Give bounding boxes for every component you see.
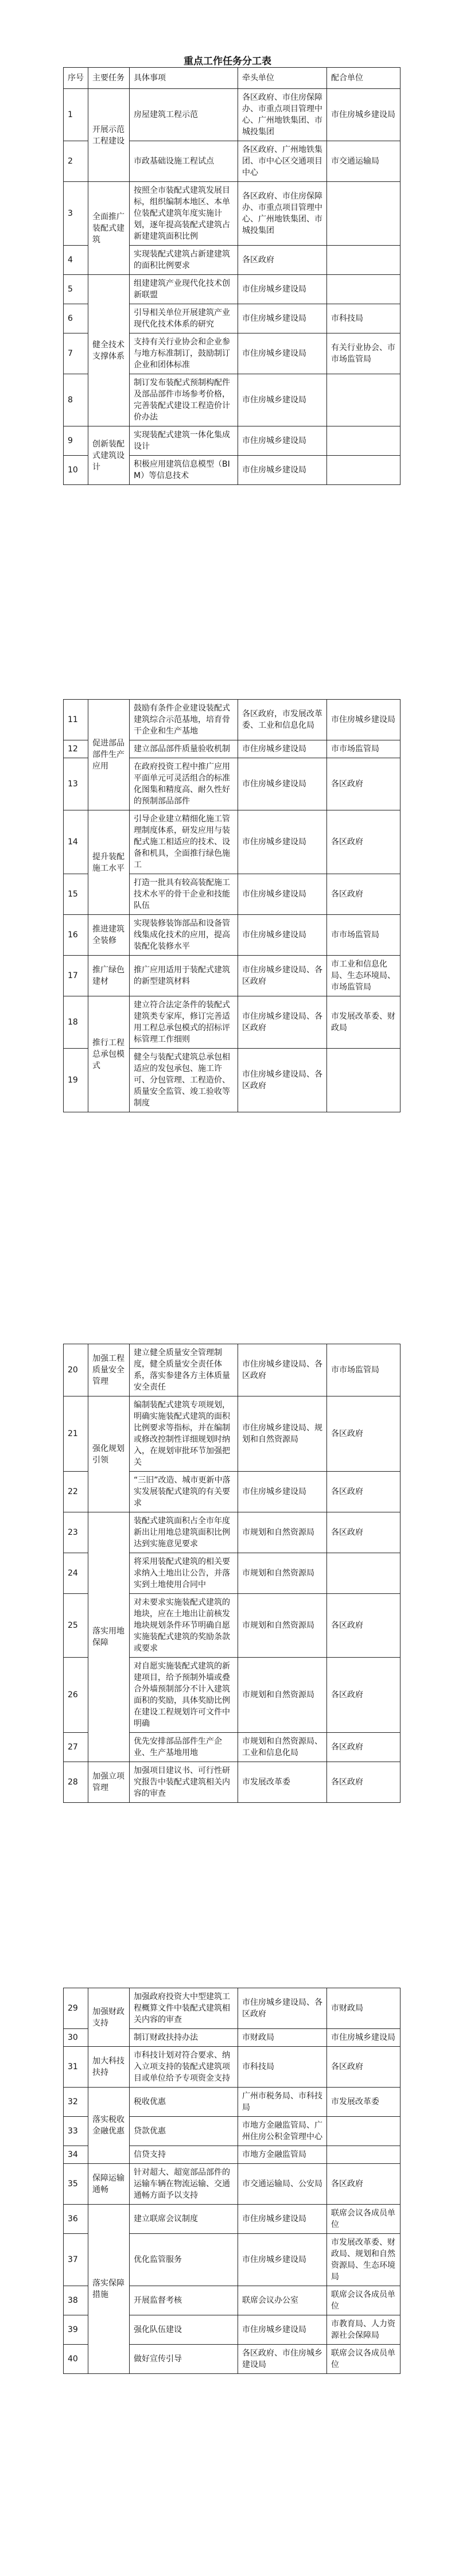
specific-item: 支持有关行业协会和企业参与地方标准制订，鼓励制订企业和团体标准 bbox=[130, 333, 238, 374]
specific-item: 组建建筑产业现代化技术创新联盟 bbox=[130, 275, 238, 304]
main-task: 保障运输通畅 bbox=[88, 2164, 130, 2205]
lead-unit: 市住房城乡建设局 bbox=[238, 426, 327, 456]
table-row bbox=[64, 996, 400, 1049]
row-number: 33 bbox=[64, 2117, 88, 2146]
table-row bbox=[64, 182, 400, 246]
row-number: 3 bbox=[64, 182, 88, 246]
main-task: 促进部品部件生产应用 bbox=[88, 700, 130, 810]
cooperating-unit bbox=[327, 2146, 400, 2164]
cooperating-unit: 市发展改革委、财政局、规划和自然资源局、生态环境局 bbox=[327, 2234, 400, 2286]
table-row bbox=[64, 2047, 400, 2088]
table-row bbox=[64, 275, 400, 304]
cooperating-unit: 市发展改革委、财政局 bbox=[327, 996, 400, 1049]
row-number: 21 bbox=[64, 1396, 88, 1472]
cooperating-unit: 联席会议各成员单位 bbox=[327, 2205, 400, 2234]
lead-unit: 市住房城乡建设局 bbox=[238, 275, 327, 304]
specific-item: 加强政府投资大中型建筑工程概算文件中装配式建筑相关内容的审查 bbox=[130, 1988, 238, 2029]
lead-unit: 市住房城乡建设局、规划和自然资源局 bbox=[238, 1396, 327, 1472]
row-number: 11 bbox=[64, 700, 88, 740]
specific-item: 编制装配式建筑专项规划，明确实施装配式建筑的面积比例要求等指标，并在编制或修改控制性详细规划时纳入，在规划审批环节加强把关 bbox=[130, 1396, 238, 1472]
table-row bbox=[64, 810, 400, 874]
specific-item: 推广应用适用于装配式建筑的新型建筑材料 bbox=[130, 956, 238, 996]
lead-unit: 联席会议办公室 bbox=[238, 2286, 327, 2315]
specific-item: 税收优惠 bbox=[130, 2088, 238, 2117]
specific-item: 建立健全质量安全管理制度，健全质量安全责任体系，落实参建各方主体质量安全责任 bbox=[130, 1344, 238, 1396]
row-number: 20 bbox=[64, 1344, 88, 1396]
lead-unit: 市财政局 bbox=[238, 2029, 327, 2047]
main-task: 推行工程总承包模式 bbox=[88, 996, 130, 1112]
lead-unit: 市住房城乡建设局 bbox=[238, 2205, 327, 2234]
table-row bbox=[64, 2205, 400, 2234]
table-row bbox=[64, 1512, 400, 1553]
task-table-page-2 bbox=[63, 699, 400, 1112]
cooperating-unit: 市住房城乡建设局 bbox=[327, 2029, 400, 2047]
table-row bbox=[64, 426, 400, 456]
specific-item: 信贷支持 bbox=[130, 2146, 238, 2164]
row-number: 4 bbox=[64, 246, 88, 275]
cooperating-unit bbox=[327, 426, 400, 456]
specific-item: 引导相关单位开展建筑产业现代化技术体系的研究 bbox=[130, 304, 238, 333]
row-number: 13 bbox=[64, 758, 88, 810]
header-item: 具体事项 bbox=[130, 68, 238, 89]
specific-item: 市政基础设施工程试点 bbox=[130, 141, 238, 182]
specific-item: 对未要求实施装配式建筑的地块，应在土地出让前核发地块规划条件环节明确自愿实施装配式建筑的奖励条款或要求 bbox=[130, 1594, 238, 1658]
specific-item: 市科技计划对符合要求、纳入立项支持的装配式建筑项目或单位给予专项资金支持 bbox=[130, 2047, 238, 2088]
row-number: 37 bbox=[64, 2234, 88, 2286]
row-number: 38 bbox=[64, 2286, 88, 2315]
cooperating-unit: 市发展改革委 bbox=[327, 2088, 400, 2117]
specific-item: 在政府投资工程中推广应用平面单元可灵活组合的标准化图集和精度高、耐久性好的预制部品部件 bbox=[130, 758, 238, 810]
main-task: 推进建筑全装修 bbox=[88, 915, 130, 956]
specific-item: 制订发布装配式预制构配件及部品部件市场参考价格，完善装配式建设工程造价计价办法 bbox=[130, 374, 238, 426]
lead-unit: 市规划和自然资源局 bbox=[238, 1658, 327, 1733]
table-row bbox=[64, 700, 400, 740]
cooperating-unit: 市财政局 bbox=[327, 1988, 400, 2029]
lead-unit: 市地方金融监管局 bbox=[238, 2146, 327, 2164]
row-number: 8 bbox=[64, 374, 88, 426]
row-number: 25 bbox=[64, 1594, 88, 1658]
row-number: 39 bbox=[64, 2315, 88, 2345]
row-number: 32 bbox=[64, 2088, 88, 2117]
row-number: 19 bbox=[64, 1049, 88, 1112]
row-number: 2 bbox=[64, 141, 88, 182]
lead-unit: 市住房城乡建设局 bbox=[238, 2315, 327, 2345]
row-number: 26 bbox=[64, 1658, 88, 1733]
cooperating-unit: 市科技局 bbox=[327, 304, 400, 333]
specific-item: 按照全市装配式建筑发展目标，组织编制本地区、本单位装配式建筑年度实施计划，逐年提高装配式建筑占新建建筑面积比例 bbox=[130, 182, 238, 246]
specific-item: 建立符合法定条件的装配式建筑类专家库，修订完善适用工程总承包模式的招标评标管理工作细则 bbox=[130, 996, 238, 1049]
table-row bbox=[64, 2088, 400, 2117]
specific-item: 对自愿实施装配式建筑的新建项目，给予预制外墙或叠合外墙预制部分不计入建筑面积的奖励，具体奖励比例在建设工程规划许可文件中明确 bbox=[130, 1658, 238, 1733]
row-number: 31 bbox=[64, 2047, 88, 2088]
cooperating-unit: 各区政府 bbox=[327, 1472, 400, 1512]
lead-unit: 市住房城乡建设局 bbox=[238, 333, 327, 374]
table-row bbox=[64, 1396, 400, 1472]
cooperating-unit: 各区政府 bbox=[327, 1594, 400, 1658]
lead-unit: 市规划和自然资源局、工业和信息化局 bbox=[238, 1733, 327, 1762]
row-number: 12 bbox=[64, 740, 88, 758]
main-task: 加强立项管理 bbox=[88, 1762, 130, 1803]
row-number: 6 bbox=[64, 304, 88, 333]
specific-item: 房屋建筑工程示范 bbox=[130, 89, 238, 141]
row-number: 1 bbox=[64, 89, 88, 141]
specific-item: 强化队伍建设 bbox=[130, 2315, 238, 2345]
row-number: 34 bbox=[64, 2146, 88, 2164]
cooperating-unit: 联席会议各成员单位 bbox=[327, 2345, 400, 2374]
lead-unit: 市规划和自然资源局 bbox=[238, 1594, 327, 1658]
main-task: 落实税收金融优惠 bbox=[88, 2088, 130, 2164]
specific-item: 打造一批具有较高装配施工技术水平的骨干企业和技能队伍 bbox=[130, 874, 238, 915]
cooperating-unit: 各区政府 bbox=[327, 1512, 400, 1553]
lead-unit: 各区政府、市住房城乡建设局 bbox=[238, 2345, 327, 2374]
task-table-page-3 bbox=[63, 1344, 400, 1803]
main-task: 推广绿色建材 bbox=[88, 956, 130, 996]
header-lead: 牵头单位 bbox=[238, 68, 327, 89]
cooperating-unit bbox=[327, 456, 400, 485]
lead-unit: 市住房城乡建设局、各区政府 bbox=[238, 1988, 327, 2029]
specific-item: 针对超大、超宽部品部件的运输车辆在物流运输、交通通畅方面予以支持 bbox=[130, 2164, 238, 2205]
cooperating-unit: 各区政府 bbox=[327, 874, 400, 915]
row-number: 7 bbox=[64, 333, 88, 374]
cooperating-unit bbox=[327, 1553, 400, 1594]
lead-unit: 各区政府 bbox=[238, 246, 327, 275]
lead-unit: 市住房城乡建设局 bbox=[238, 758, 327, 810]
cooperating-unit: 市工业和信息化局、生态环境局、市场监管局 bbox=[327, 956, 400, 996]
cooperating-unit: 各区政府 bbox=[327, 810, 400, 874]
lead-unit: 广州市税务局、市科技局 bbox=[238, 2088, 327, 2117]
cooperating-unit bbox=[327, 275, 400, 304]
cooperating-unit: 市交通运输局 bbox=[327, 141, 400, 182]
cooperating-unit: 各区政府 bbox=[327, 2047, 400, 2088]
lead-unit: 市住房城乡建设局 bbox=[238, 304, 327, 333]
row-number: 22 bbox=[64, 1472, 88, 1512]
main-task: 加强财政支持 bbox=[88, 1988, 130, 2047]
lead-unit: 市住房城乡建设局 bbox=[238, 874, 327, 915]
lead-unit: 各区政府、广州地铁集团、市中心区交通项目中心 bbox=[238, 141, 327, 182]
main-task: 加强工程质量安全管理 bbox=[88, 1344, 130, 1396]
lead-unit: 市交通运输局、公安局 bbox=[238, 2164, 327, 2205]
table-row bbox=[64, 1762, 400, 1803]
specific-item: 装配式建筑面积占全市年度新出让用地总建筑面积比例达到实施意见要求 bbox=[130, 1512, 238, 1553]
lead-unit: 市地方金融监管局、广州住房公积金管理中心 bbox=[238, 2117, 327, 2146]
task-table-page-4 bbox=[63, 1988, 400, 2374]
specific-item: 实现装配式建筑一体化集成设计 bbox=[130, 426, 238, 456]
cooperating-unit: 各区政府 bbox=[327, 1762, 400, 1803]
header-coop: 配合单位 bbox=[327, 68, 400, 89]
row-number: 40 bbox=[64, 2345, 88, 2374]
cooperating-unit: 各区政府 bbox=[327, 1733, 400, 1762]
lead-unit: 各区政府，市发展改革委、工业和信息化局 bbox=[238, 700, 327, 740]
lead-unit: 市住房城乡建设局 bbox=[238, 1472, 327, 1512]
cooperating-unit: 各区政府 bbox=[327, 758, 400, 810]
specific-item: 引导企业建立精细化施工管理制度体系，研发应用与装配式施工相适应的技术、设备和机具，全面推行绿色施工 bbox=[130, 810, 238, 874]
row-number: 27 bbox=[64, 1733, 88, 1762]
lead-unit: 市住房城乡建设局、各区政府 bbox=[238, 1344, 327, 1396]
main-task: 创新装配式建筑设计 bbox=[88, 426, 130, 485]
specific-item: 实现装修装饰部品和设备管线集成化技术的应用，提高装配化装修水平 bbox=[130, 915, 238, 956]
main-task: 强化规划引领 bbox=[88, 1396, 130, 1512]
row-number: 30 bbox=[64, 2029, 88, 2047]
row-number: 10 bbox=[64, 456, 88, 485]
cooperating-unit: 市市场监管局 bbox=[327, 1344, 400, 1396]
row-number: 29 bbox=[64, 1988, 88, 2029]
cooperating-unit: 各区政府 bbox=[327, 1396, 400, 1472]
lead-unit: 各区政府、市住房保障办、市重点项目管理中心、广州地铁集团、市城投集团 bbox=[238, 89, 327, 141]
row-number: 15 bbox=[64, 874, 88, 915]
specific-item: 加强项目建议书、可行性研究报告中装配式建筑相关内容的审查 bbox=[130, 1762, 238, 1803]
lead-unit: 市规划和自然资源局 bbox=[238, 1553, 327, 1594]
cooperating-unit: 市住房城乡建设局 bbox=[327, 700, 400, 740]
header-task: 主要任务 bbox=[88, 68, 130, 89]
row-number: 24 bbox=[64, 1553, 88, 1594]
table-row bbox=[64, 1988, 400, 2029]
cooperating-unit: 各区政府 bbox=[327, 2164, 400, 2205]
lead-unit: 市发展改革委 bbox=[238, 1762, 327, 1803]
task-table-page-1 bbox=[63, 67, 400, 485]
row-number: 9 bbox=[64, 426, 88, 456]
cooperating-unit bbox=[327, 1049, 400, 1112]
row-number: 17 bbox=[64, 956, 88, 996]
cooperating-unit bbox=[327, 2117, 400, 2146]
main-task: 健全技术支撑体系 bbox=[88, 275, 130, 426]
main-task: 落实用地保障 bbox=[88, 1512, 130, 1762]
lead-unit: 市住房城乡建设局 bbox=[238, 740, 327, 758]
cooperating-unit: 各区政府 bbox=[327, 1658, 400, 1733]
row-number: 35 bbox=[64, 2164, 88, 2205]
lead-unit: 市住房城乡建设局、各区政府 bbox=[238, 1049, 327, 1112]
table-header-row bbox=[64, 68, 400, 89]
table-row bbox=[64, 2164, 400, 2205]
main-task: 全面推广装配式建筑 bbox=[88, 182, 130, 275]
specific-item: 积极应用建筑信息模型（BIM）等信息技术 bbox=[130, 456, 238, 485]
main-task: 加大科技扶持 bbox=[88, 2047, 130, 2088]
table-row bbox=[64, 956, 400, 996]
row-number: 5 bbox=[64, 275, 88, 304]
specific-item: 将采用装配式建筑的相关要求纳入土地出让公告，并落实到土地使用合同中 bbox=[130, 1553, 238, 1594]
lead-unit: 市住房城乡建设局 bbox=[238, 915, 327, 956]
cooperating-unit: 市市场监管局 bbox=[327, 740, 400, 758]
lead-unit: 市住房城乡建设局、各区政府 bbox=[238, 956, 327, 996]
row-number: 14 bbox=[64, 810, 88, 874]
cooperating-unit: 市教育局、人力资源社会保障局 bbox=[327, 2315, 400, 2345]
specific-item: 建立部品部件质量验收机制 bbox=[130, 740, 238, 758]
specific-item: 优先安排部品部件生产企业、生产基地用地 bbox=[130, 1733, 238, 1762]
row-number: 18 bbox=[64, 996, 88, 1049]
specific-item: 贷款优惠 bbox=[130, 2117, 238, 2146]
header-no: 序号 bbox=[64, 68, 88, 89]
table-row bbox=[64, 89, 400, 141]
row-number: 28 bbox=[64, 1762, 88, 1803]
lead-unit: 市科技局 bbox=[238, 2047, 327, 2088]
row-number: 36 bbox=[64, 2205, 88, 2234]
main-task: 提升装配施工水平 bbox=[88, 810, 130, 915]
table-row bbox=[64, 1344, 400, 1396]
main-task: 落实保障措施 bbox=[88, 2205, 130, 2374]
row-number: 23 bbox=[64, 1512, 88, 1553]
specific-item: 开展监督考核 bbox=[130, 2286, 238, 2315]
specific-item: 健全与装配式建筑总承包相适应的发包承包、施工许可、分包管理、工程造价、质量安全监管、竣工验收等制度 bbox=[130, 1049, 238, 1112]
cooperating-unit bbox=[327, 374, 400, 426]
lead-unit: 市住房城乡建设局 bbox=[238, 374, 327, 426]
lead-unit: 各区政府、市住房保障办、市重点项目管理中心、广州地铁集团、市城投集团 bbox=[238, 182, 327, 246]
specific-item: 优化监管服务 bbox=[130, 2234, 238, 2286]
lead-unit: 市规划和自然资源局 bbox=[238, 1512, 327, 1553]
lead-unit: 市住房城乡建设局、各区政府 bbox=[238, 996, 327, 1049]
row-number: 16 bbox=[64, 915, 88, 956]
specific-item: 建立联席会议制度 bbox=[130, 2205, 238, 2234]
lead-unit: 市住房城乡建设局 bbox=[238, 456, 327, 485]
specific-item: 做好宣传引导 bbox=[130, 2345, 238, 2374]
table-row bbox=[64, 915, 400, 956]
main-task: 开展示范工程建设 bbox=[88, 89, 130, 182]
specific-item: 实现装配式建筑占新建建筑的面积比例要求 bbox=[130, 246, 238, 275]
specific-item: 鼓励有条件企业建设装配式建筑综合示范基地，培育骨干企业和生产基地 bbox=[130, 700, 238, 740]
lead-unit: 市住房城乡建设局 bbox=[238, 810, 327, 874]
specific-item: 制订财政扶持办法 bbox=[130, 2029, 238, 2047]
cooperating-unit: 有关行业协会、市市场监管局 bbox=[327, 333, 400, 374]
document-title: 重点工作任务分工表 bbox=[184, 56, 271, 67]
cooperating-unit: 市市场监管局 bbox=[327, 915, 400, 956]
specific-item: “三旧”改造、城市更新中落实发展装配式建筑的有关要求 bbox=[130, 1472, 238, 1512]
cooperating-unit: 市住房城乡建设局 bbox=[327, 89, 400, 141]
cooperating-unit bbox=[327, 246, 400, 275]
lead-unit: 市住房城乡建设局 bbox=[238, 2234, 327, 2286]
cooperating-unit: 联席会议各成员单位 bbox=[327, 2286, 400, 2315]
cooperating-unit bbox=[327, 182, 400, 246]
